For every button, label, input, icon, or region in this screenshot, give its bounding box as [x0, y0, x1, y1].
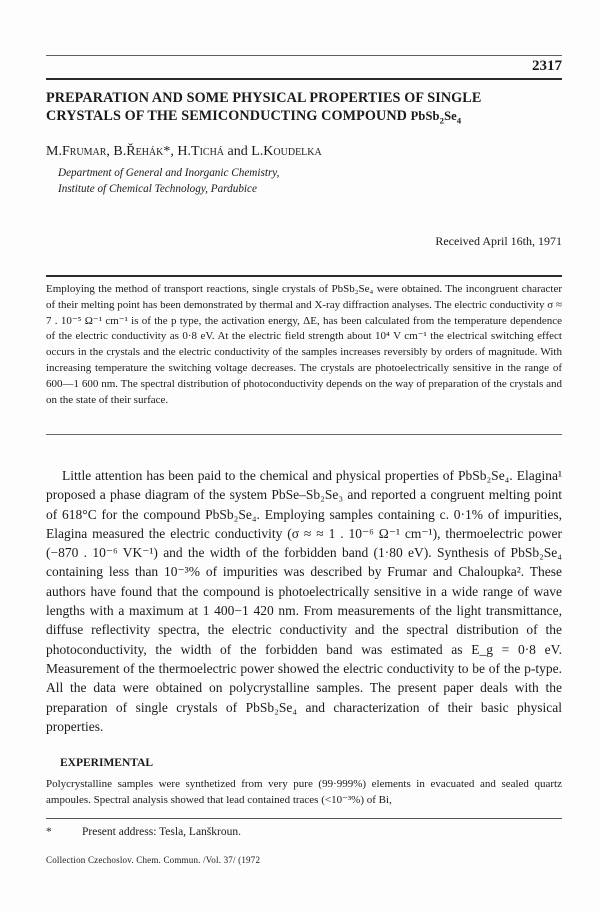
footnote-marker: * — [46, 826, 52, 838]
header-rule-top — [46, 55, 562, 56]
footnote-text: Present address: Tesla, Lanškroun. — [82, 826, 241, 838]
author-list — [46, 144, 322, 160]
author: H.Tichá and — [177, 144, 252, 159]
header-rule-bottom — [46, 78, 562, 80]
author: M.Frumar, — [46, 144, 114, 159]
footnote — [46, 826, 241, 838]
title-line-2: CRYSTALS OF THE SEMICONDUCTING COMPOUND $PbSb_2Se_4$ — [46, 108, 462, 126]
author: B.Řehák*, — [113, 144, 178, 159]
abstract-rule-bottom — [46, 434, 562, 435]
abstract: Employing the method of transport reactions, single crystals of PbSb₂Se₄ were obtained. The incongruent character of their melting point has been demonstrated by thermal and X-ray diffraction analyses. The electric conductivity σ ≈ 7 . 10⁻⁵ Ω⁻¹ cm⁻¹ is of the p type, the activation energy, ΔE, has been calculated from the temperature dependence of the electric conductivity as 0·8 eV. At the electric field strength about 10⁴ V cm⁻¹ the electrical switching effect occurs in the crystals and the electric conductivity of the samples increases reversibly by orders of magnitude. With increasing temperature the switching voltage decreases. The crystals are photoelectrically sensitive in the range of 600—1 600 nm. The spectral distribution of photoconductivity depends on the way of preparation of the crystals and on the state of their surface. — [46, 283, 562, 406]
compound-formula: $PbSb_2Se_4$ — [410, 109, 462, 126]
footnote-rule — [46, 818, 562, 819]
author: L.Koudelka — [251, 144, 322, 159]
affiliation: Department of General and Inorganic Chemistry, Institute of Chemical Technology, Pardubice — [58, 167, 280, 195]
paper-title — [46, 89, 566, 125]
page-number: 2317 — [532, 58, 562, 74]
introduction-paragraph: Little attention has been paid to the chemical and physical properties of PbSb₂Se₄. Elagina¹ proposed a phase diagram of the system PbSe–Sb₂Se₃ and reported a congruent melting point of 618°C for the compound PbSb₂Se₄. Employing samples containing c. 0·1% of impurities, Elagina measured the electric conductivity (σ ≈ ≈ 1 . 10⁻⁶ Ω⁻¹ cm⁻¹), thermoelectric power (−870 . 10⁻⁶ VK⁻¹) and the width of the forbidden band (1·80 eV). Synthesis of PbSb₂Se₄ containing less than 10⁻³% of impurities was described by Frumar and Chaloupka². These authors have found that the compound is photoelectrically sensitive in a wide range of wave lengths with a maximum at 1 400−1 420 nm. From measurements of the light transmittance, diffuse reflectivity spectra, the electric conductivity and the spectral distribution of the photoconductivity, the width of the forbidden band was estimated as E_g = 0·8 eV. Measurement of the thermoelectric power showed the electric conductivity to be of the p-type. All the data were obtained on polycrystalline samples. The present paper deals with the preparation of single crystals of PbSb₂Se₄ and characterization of their basic physical properties. — [46, 468, 562, 734]
journal-citation: Collection Czechoslov. Chem. Commun. /Vol. 37/ (1972 — [46, 855, 261, 865]
section-heading-experimental: EXPERIMENTAL — [60, 757, 154, 769]
abstract-rule-top — [46, 275, 562, 277]
title-line-1: PREPARATION AND SOME PHYSICAL PROPERTIES OF SINGLE — [46, 90, 482, 106]
experimental-paragraph: Polycrystalline samples were synthetized from very pure (99·999%) elements in evacuated and sealed quartz ampoules. Spectral analysis showed that lead contained traces (<10⁻³%) of Bi, — [46, 778, 562, 806]
received-date: Received April 16th, 1971 — [435, 234, 562, 248]
